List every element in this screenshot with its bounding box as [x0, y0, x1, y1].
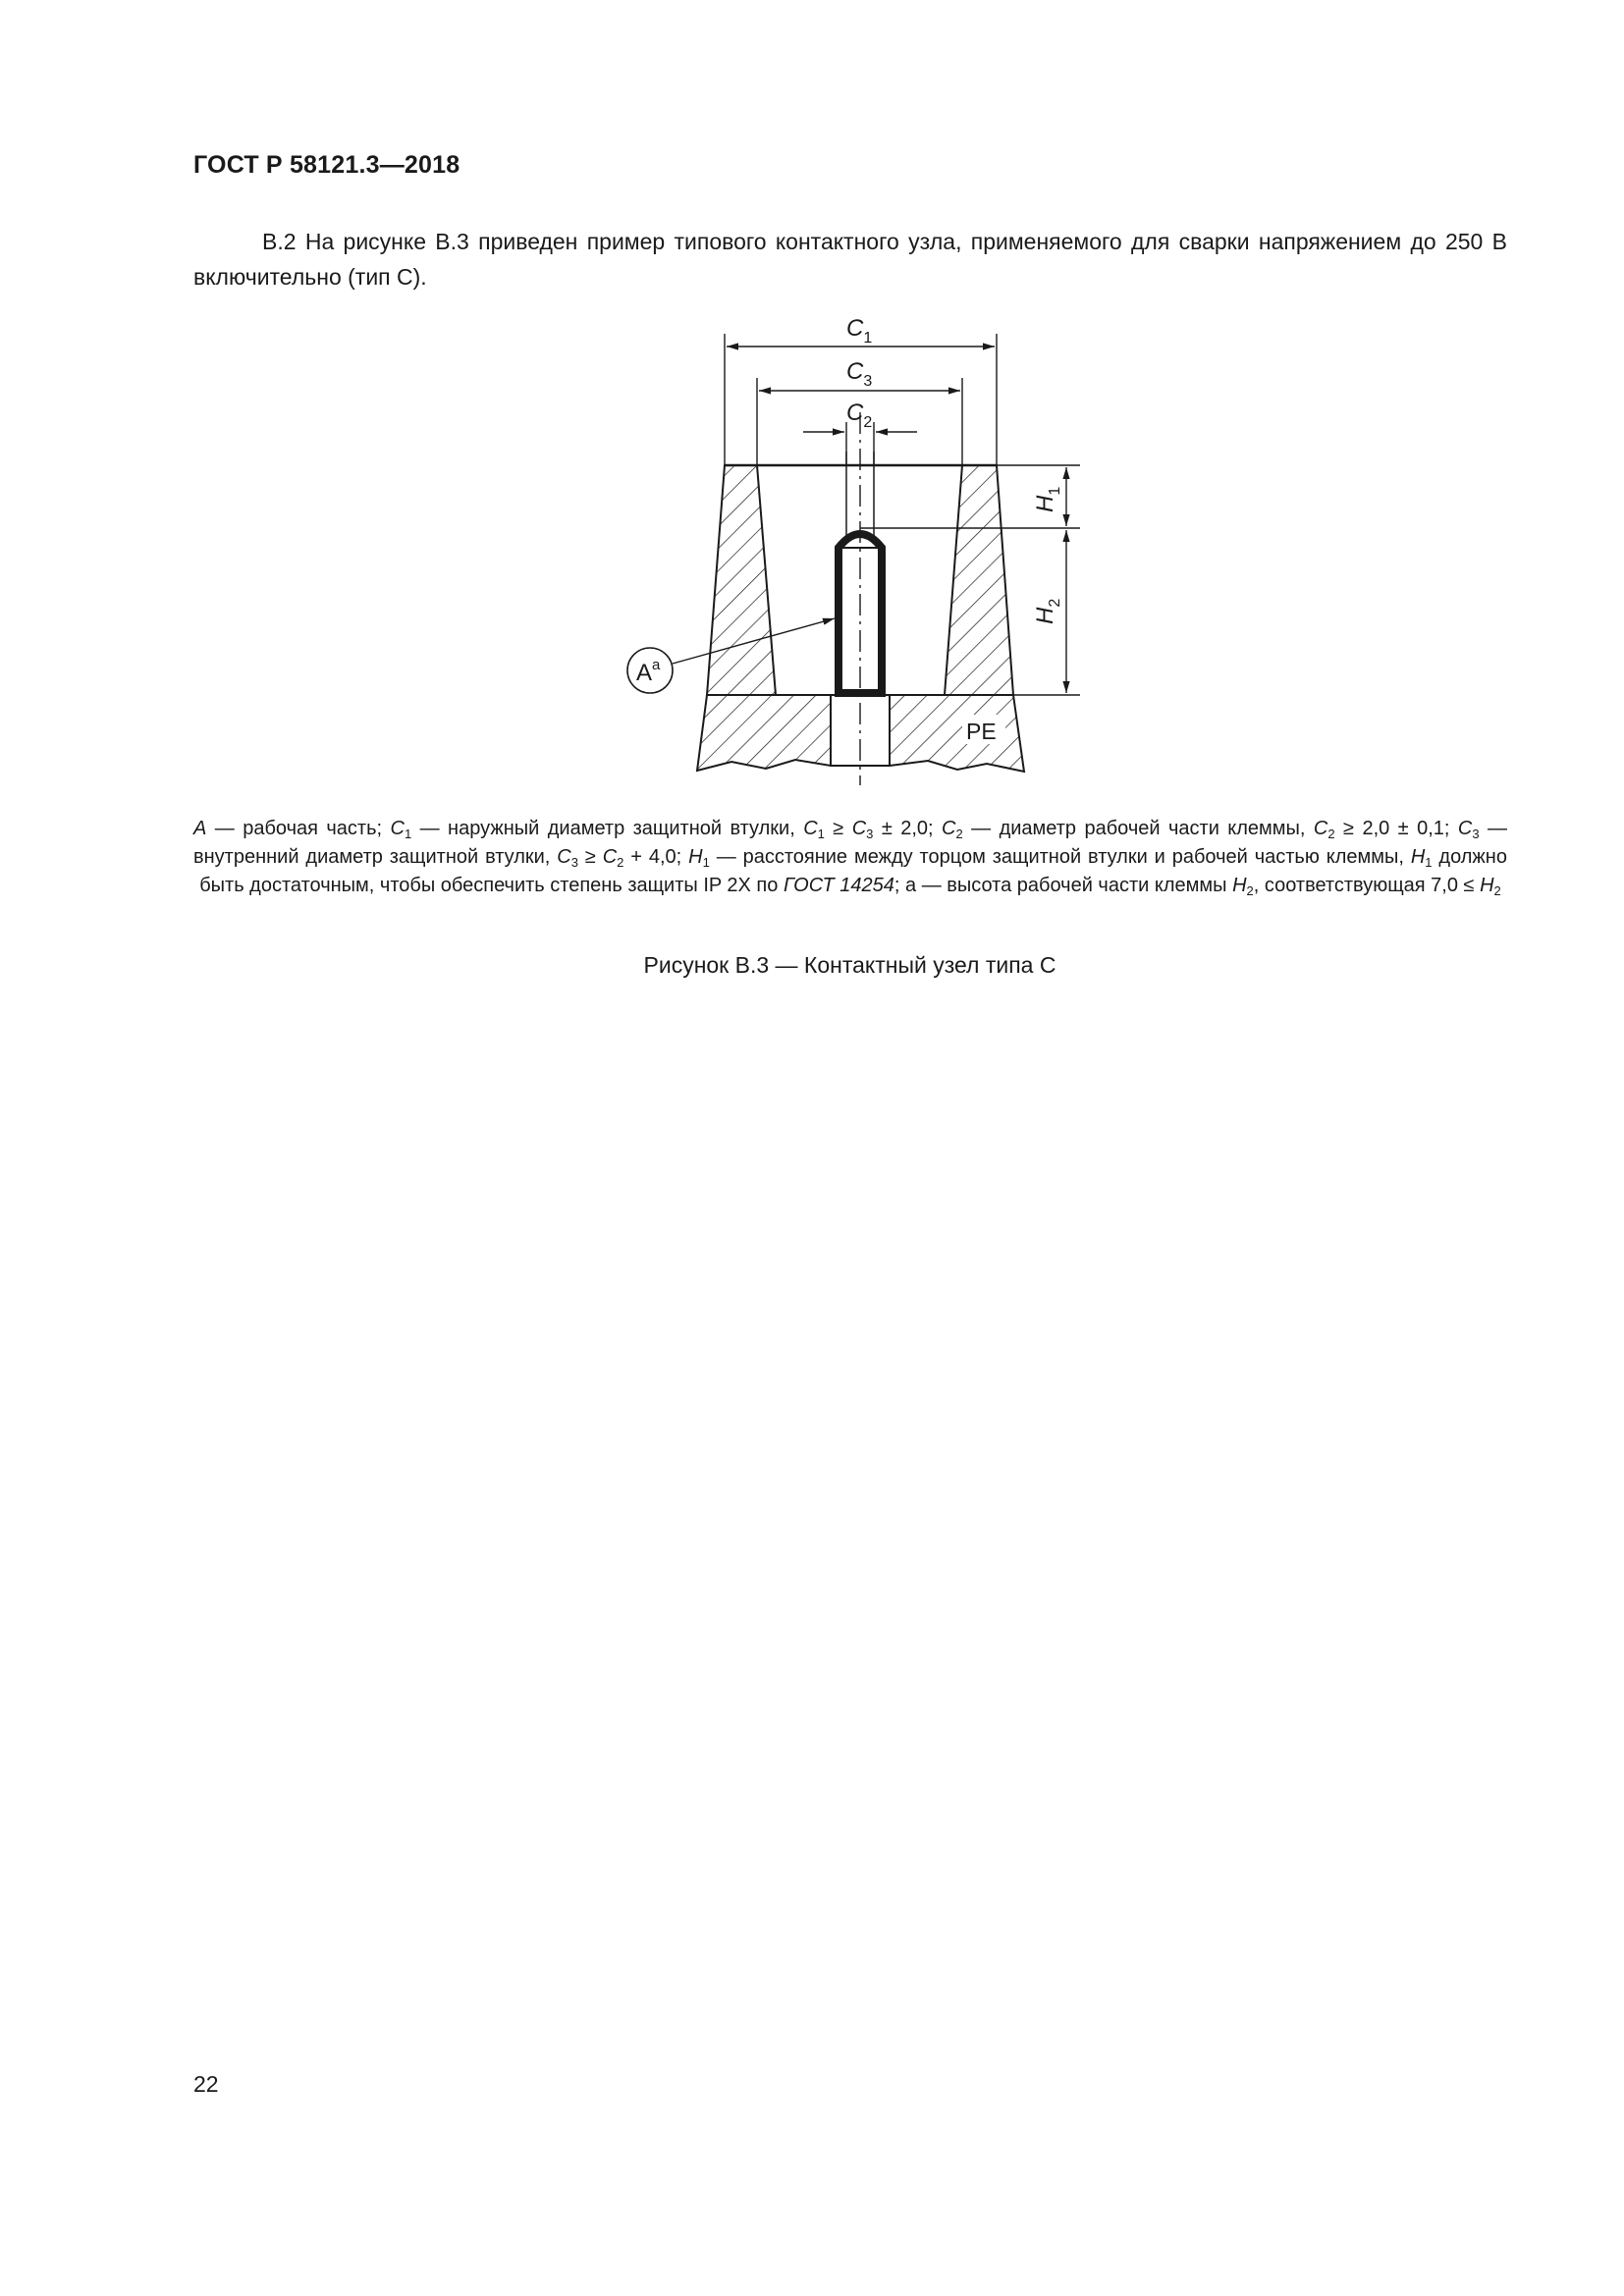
sleeve-left-wall — [707, 465, 776, 695]
dim-c1-label: $C_1$ — [846, 315, 873, 347]
intro-paragraph: B.2 На рисунке B.3 приведен пример типового контактного узла, применяемого для сварки напряжением до 250 В включительно (тип С). — [193, 229, 1507, 290]
dim-c3-label: $C_3$ — [846, 358, 873, 390]
pe-label: PE — [966, 719, 997, 744]
figure-caption: Рисунок B.3 — Контактный узел типа С — [643, 952, 1056, 978]
sleeve-right-wall — [945, 465, 1013, 695]
page-header: ГОСТ Р 58121.3—2018 — [193, 151, 460, 179]
dim-c2-label: $C_2$ — [846, 400, 873, 431]
page-number: 22 — [193, 2071, 219, 2097]
base-left-block — [697, 695, 831, 771]
callout-label: $A^a$ — [636, 657, 661, 686]
dim-h2-label: $H_2$ — [1032, 598, 1063, 624]
dim-h1-label: $H_1$ — [1032, 486, 1063, 512]
figure-legend: A — рабочая часть; $C_1$ — наружный диаметр защитной втулки, $C_1 \ge C_3 \pm 2,0$; $C_2$ — диаметр рабочей части клеммы, $C_2 \ge 2,0 \pm 0,1$; $C_3$ — внутренний диаметр защитной втулки, $C_3 \ge C_2 + 4,0$; $H_1$ — расстояние между торцом защитной втулки и рабочей частью клеммы, $H_1$ должно быть достаточным, чтобы обеспечить степень защиты IP 2X по ГОСТ 14254; a — высота рабочей части клеммы $H_2$, соответствующая $7,0 \le H_2$ — [193, 818, 1507, 898]
